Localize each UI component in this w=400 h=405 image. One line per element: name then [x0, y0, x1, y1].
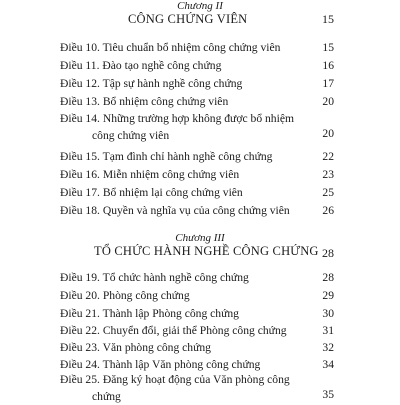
toc-entry-text: Điều 15. Tạm đình chỉ hành nghề công chứng: [60, 150, 273, 163]
toc-entry-text: Điều 14. Những trường hợp không được bổ nhiệm: [60, 112, 294, 125]
toc-entry-page: 15: [322, 41, 334, 54]
toc-entry: [60, 307, 334, 320]
toc-entry-text: Điều 21. Thành lập Phòng công chứng: [60, 307, 239, 320]
toc-entry-text: Điều 17. Bổ nhiệm lại công chứng viên: [60, 186, 243, 199]
toc-entry-text: Điều 20. Phòng công chứng: [60, 289, 190, 302]
toc-entry: [60, 41, 334, 54]
chapter-title: TỔ CHỨC HÀNH NGHỀ CÔNG CHỨNG: [94, 244, 319, 258]
toc-entry-text-continued: chứng: [92, 390, 121, 403]
toc-entry-text: Điều 22. Chuyển đổi, giải thể Phòng công chứng: [60, 324, 287, 337]
toc-entry: [60, 59, 334, 72]
toc-entry-text: Điều 18. Quyền và nghĩa vụ của công chứng viên: [60, 204, 290, 217]
toc-entry-text: Điều 11. Đào tạo nghề công chứng: [60, 59, 222, 72]
toc-entry-page: 30: [322, 307, 334, 320]
toc-entry-page: 20: [322, 127, 334, 140]
toc-entry-page: 29: [322, 289, 334, 302]
chapter-label: Chương III: [175, 232, 225, 244]
chapter-page-number: 28: [322, 246, 334, 260]
toc-entry-text: Điều 23. Văn phòng công chứng: [60, 341, 211, 354]
toc-entry: [60, 110, 334, 144]
toc-entry-text: Điều 24. Thành lập Văn phòng công chứng: [60, 358, 261, 371]
toc-entry-text: Điều 25. Đăng ký hoạt động của Văn phòng công: [60, 373, 290, 386]
toc-entry-text: Điều 16. Miễn nhiệm công chứng viên: [60, 168, 240, 181]
toc-entry-page: 22: [322, 150, 334, 163]
toc-entry-page: 32: [322, 341, 334, 354]
toc-entry-text: Điều 13. Bổ nhiệm công chứng viên: [60, 95, 229, 108]
toc-entry: [60, 77, 334, 90]
toc-entry: [60, 168, 334, 181]
toc-entry: [60, 324, 334, 337]
toc-entry-page: 17: [322, 77, 334, 90]
toc-entry-page: 28: [322, 271, 334, 284]
toc-entry-text-continued: công chứng viên: [92, 129, 170, 142]
toc-entry: [60, 271, 334, 284]
toc-entry-page: 20: [322, 95, 334, 108]
toc-entry: [60, 289, 334, 302]
toc-entry-page: 31: [322, 324, 334, 337]
toc-entry: [60, 186, 334, 199]
toc-entry: [60, 95, 334, 108]
chapter-title: CÔNG CHỨNG VIÊN: [128, 12, 248, 26]
toc-entry: [60, 358, 334, 371]
toc-entry-page: 35: [322, 388, 334, 401]
toc-entry: [60, 150, 334, 163]
toc-entry: [60, 204, 334, 217]
toc-entry-page: 26: [322, 204, 334, 217]
toc-entry-text: Điều 10. Tiêu chuẩn bổ nhiệm công chứng viên: [60, 41, 281, 54]
toc-entry-page: 25: [322, 186, 334, 199]
toc-entry-text: Điều 12. Tập sự hành nghề công chứng: [60, 77, 243, 90]
toc-entry-page: 23: [322, 168, 334, 181]
toc-entry-page: 34: [322, 358, 334, 371]
chapter-label: Chương II: [177, 0, 223, 12]
toc-entry-page: 16: [322, 59, 334, 72]
chapter-page-number: 15: [322, 12, 334, 26]
toc-entry: [60, 341, 334, 354]
toc-entry-text: Điều 19. Tổ chức hành nghề công chứng: [60, 271, 249, 284]
